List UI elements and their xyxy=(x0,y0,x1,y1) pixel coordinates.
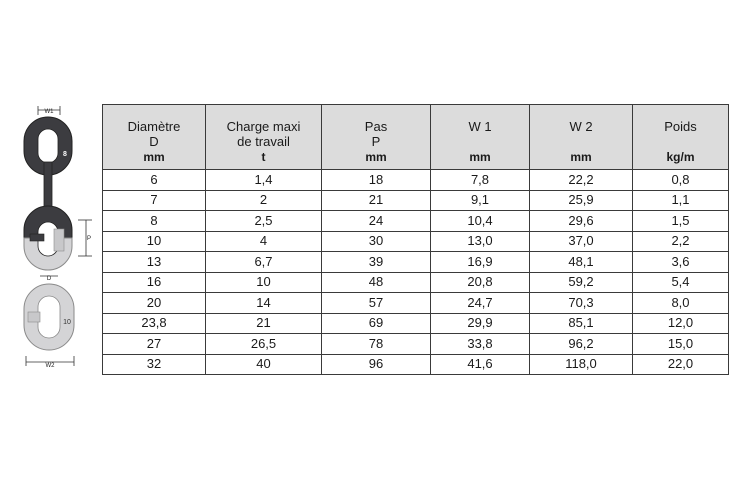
table-body xyxy=(103,170,729,375)
table-cell: 2,2 xyxy=(633,231,729,252)
header-label-line: Poids xyxy=(664,119,697,134)
top-link-stamp: 8 xyxy=(63,151,67,158)
table-cell: 26,5 xyxy=(206,334,322,355)
table-cell: 70,3 xyxy=(530,293,633,314)
table-cell: 32 xyxy=(103,354,206,375)
table-cell: 6,7 xyxy=(206,252,322,273)
bottom-link-stamp: 10 xyxy=(63,319,71,326)
table-cell: 78 xyxy=(322,334,431,355)
w2-label: W2 xyxy=(45,363,55,369)
header-unit: t xyxy=(261,150,266,164)
table-cell: 25,9 xyxy=(530,190,633,211)
table-cell: 20 xyxy=(103,293,206,314)
chain-connector xyxy=(44,162,52,212)
table-row xyxy=(103,313,729,334)
table-cell: 2,5 xyxy=(206,211,322,232)
header-label-line: W 1 xyxy=(468,119,492,134)
w1-label: W1 xyxy=(44,109,54,115)
table-cell: 69 xyxy=(322,313,431,334)
table-cell: 48 xyxy=(322,272,431,293)
table-cell: 59,2 xyxy=(530,272,633,293)
table-cell: 57 xyxy=(322,293,431,314)
header-unit: mm xyxy=(143,150,165,164)
header-unit: mm xyxy=(570,150,592,164)
table-cell: 30 xyxy=(322,231,431,252)
table-cell: 4 xyxy=(206,231,322,252)
table-cell: 9,1 xyxy=(431,190,530,211)
table-cell: 8,0 xyxy=(633,293,729,314)
table-row xyxy=(103,170,729,191)
table-cell: 22,2 xyxy=(530,170,633,191)
header-label-line: de travail xyxy=(237,134,290,149)
table-cell: 8 xyxy=(103,211,206,232)
table-row xyxy=(103,272,729,293)
table-cell: 2 xyxy=(206,190,322,211)
table-cell: 6 xyxy=(103,170,206,191)
header-label-line: P xyxy=(371,134,381,149)
table-cell: 10 xyxy=(103,231,206,252)
header-w2 xyxy=(530,105,633,170)
header-label-line: Charge maxi xyxy=(226,119,301,134)
table-cell: 23,8 xyxy=(103,313,206,334)
table-row xyxy=(103,252,729,273)
table-cell: 41,6 xyxy=(431,354,530,375)
header-label-line: Pas xyxy=(364,119,388,134)
chain-link-diagram xyxy=(18,104,108,374)
table-header-row xyxy=(103,105,729,170)
table-cell: 1,1 xyxy=(633,190,729,211)
table-cell: 21 xyxy=(206,313,322,334)
table-row xyxy=(103,293,729,314)
table-cell: 48,1 xyxy=(530,252,633,273)
table-cell: 15,0 xyxy=(633,334,729,355)
table-cell: 0,8 xyxy=(633,170,729,191)
header-unit: mm xyxy=(469,150,491,164)
table-cell: 7,8 xyxy=(431,170,530,191)
table-cell: 16 xyxy=(103,272,206,293)
header-unit: mm xyxy=(365,150,387,164)
table-cell: 96 xyxy=(322,354,431,375)
table-cell: 33,8 xyxy=(431,334,530,355)
table-cell: 12,0 xyxy=(633,313,729,334)
p-label: P xyxy=(86,236,92,242)
table-cell: 40 xyxy=(206,354,322,375)
chain-spec-table xyxy=(102,104,729,375)
table-cell: 13 xyxy=(103,252,206,273)
header-pitch xyxy=(322,105,431,170)
table-cell: 21 xyxy=(322,190,431,211)
header-label-line: D xyxy=(149,134,159,149)
table-cell: 10,4 xyxy=(431,211,530,232)
header-working-load xyxy=(206,105,322,170)
table-cell: 10 xyxy=(206,272,322,293)
header-diameter xyxy=(103,105,206,170)
table-row xyxy=(103,211,729,232)
table-cell: 18 xyxy=(322,170,431,191)
table-cell: 24 xyxy=(322,211,431,232)
table-cell: 24,7 xyxy=(431,293,530,314)
table-row xyxy=(103,231,729,252)
table-cell: 118,0 xyxy=(530,354,633,375)
table-row xyxy=(103,334,729,355)
d-label: D xyxy=(46,276,52,282)
header-w1 xyxy=(431,105,530,170)
table-row xyxy=(103,354,729,375)
table-cell: 29,9 xyxy=(431,313,530,334)
table-cell: 14 xyxy=(206,293,322,314)
table-cell: 85,1 xyxy=(530,313,633,334)
table-cell: 1,5 xyxy=(633,211,729,232)
table-cell: 96,2 xyxy=(530,334,633,355)
table-cell: 3,6 xyxy=(633,252,729,273)
table-cell: 27 xyxy=(103,334,206,355)
header-unit: kg/m xyxy=(666,150,695,164)
table-cell: 7 xyxy=(103,190,206,211)
table-cell: 39 xyxy=(322,252,431,273)
table-cell: 5,4 xyxy=(633,272,729,293)
table-cell: 22,0 xyxy=(633,354,729,375)
table-cell: 20,8 xyxy=(431,272,530,293)
header-weight xyxy=(633,105,729,170)
header-label-line: Diamètre xyxy=(127,119,181,134)
table-cell: 13,0 xyxy=(431,231,530,252)
header-label-line: W 2 xyxy=(569,119,593,134)
table-cell: 16,9 xyxy=(431,252,530,273)
table-row xyxy=(103,190,729,211)
table-cell: 1,4 xyxy=(206,170,322,191)
table-cell: 37,0 xyxy=(530,231,633,252)
table-cell: 29,6 xyxy=(530,211,633,232)
